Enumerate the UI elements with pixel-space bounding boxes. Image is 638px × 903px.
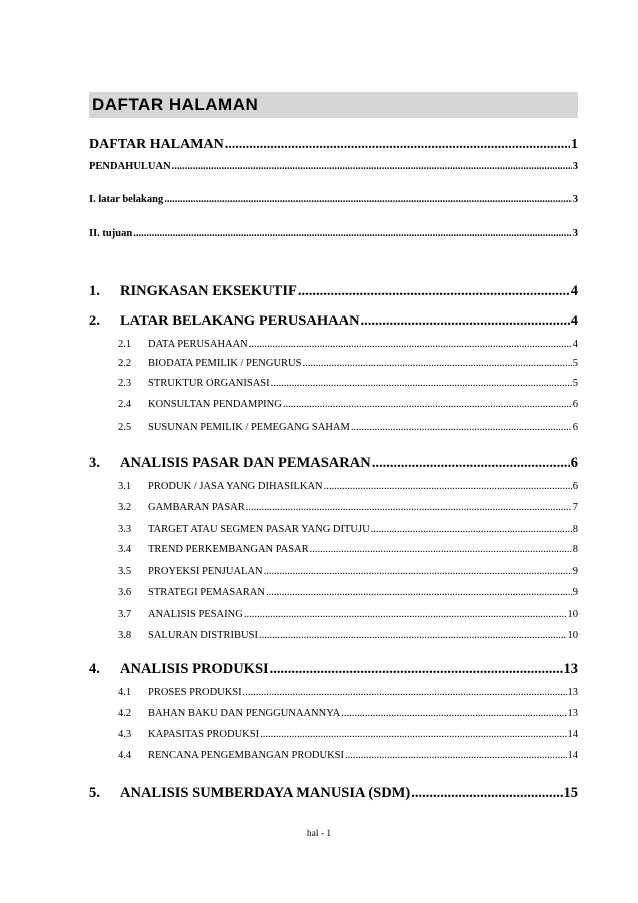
toc-subentry[interactable] bbox=[118, 687, 578, 698]
toc-subentry-number: 3.1 bbox=[118, 481, 132, 492]
dot-leader bbox=[372, 455, 570, 472]
toc-subentry-label: RENCANA PENGEMBANGAN PRODUKSI bbox=[148, 750, 345, 761]
toc-section-page: 4 bbox=[570, 283, 578, 299]
dot-leader bbox=[133, 228, 572, 239]
toc-section-page: 15 bbox=[563, 785, 578, 801]
dot-leader bbox=[266, 587, 572, 598]
toc-section-number: 5. bbox=[89, 785, 100, 801]
toc-subentry-label: KAPASITAS PRODUKSI bbox=[148, 729, 260, 740]
toc-section-label: ANALISIS PASAR DAN PEMASARAN bbox=[120, 455, 371, 471]
dot-leader bbox=[271, 378, 572, 389]
toc-subentry-label: SUSUNAN PEMILIK / PEMEGANG SAHAM bbox=[148, 422, 350, 433]
toc-section[interactable] bbox=[89, 313, 578, 330]
toc-subentry-page: 14 bbox=[567, 750, 578, 761]
toc-subentry-label: DATA PERUSAHAAN bbox=[148, 339, 248, 350]
toc-section-label: ANALISIS PRODUKSI bbox=[120, 661, 269, 677]
toc-entry[interactable] bbox=[89, 228, 578, 239]
toc-subentry-label: GAMBARAN PASAR bbox=[148, 502, 245, 513]
toc-subentry-label: TREND PERKEMBANGAN PASAR bbox=[148, 544, 309, 555]
toc-subentry-label: BAHAN BAKU DAN PENGGUNAANNYA bbox=[148, 708, 341, 719]
toc-subentry-number: 3.6 bbox=[118, 587, 132, 598]
dot-leader bbox=[310, 544, 572, 555]
toc-section-label: RINGKASAN EKSEKUTIF bbox=[120, 283, 297, 299]
toc-subentry[interactable] bbox=[118, 422, 578, 433]
toc-section[interactable] bbox=[89, 455, 578, 472]
toc-entry-label: DAFTAR HALAMAN bbox=[89, 137, 224, 152]
dot-leader bbox=[324, 481, 572, 492]
dot-leader bbox=[270, 661, 563, 678]
toc-entry[interactable] bbox=[89, 137, 578, 153]
dot-leader bbox=[371, 524, 572, 535]
toc-subentry[interactable] bbox=[118, 339, 578, 350]
toc-subentry[interactable] bbox=[118, 630, 578, 641]
toc-subentry[interactable] bbox=[118, 750, 578, 761]
toc-subentry-page: 5 bbox=[572, 358, 578, 369]
toc-entry-label: PENDAHULUAN bbox=[89, 161, 171, 172]
dot-leader bbox=[411, 785, 562, 802]
toc-section-page: 4 bbox=[570, 313, 578, 329]
toc-subentry-page: 8 bbox=[572, 544, 578, 555]
dot-leader bbox=[259, 630, 567, 641]
toc-subentry-number: 2.5 bbox=[118, 422, 132, 433]
toc-section[interactable] bbox=[89, 283, 578, 300]
toc-subentry[interactable] bbox=[118, 358, 578, 369]
toc-subentry-number: 2.4 bbox=[118, 399, 132, 410]
toc-subentry-page: 14 bbox=[567, 729, 578, 740]
toc-subentry-page: 8 bbox=[572, 524, 578, 535]
dot-leader bbox=[283, 399, 572, 410]
dot-leader bbox=[264, 566, 572, 577]
toc-subentry-label: KONSULTAN PENDAMPING bbox=[148, 399, 282, 410]
dot-leader bbox=[172, 161, 572, 172]
dot-leader bbox=[249, 339, 572, 350]
toc-subentry-label: TARGET ATAU SEGMEN PASAR YANG DITUJU bbox=[148, 524, 370, 535]
toc-subentry-number: 2.1 bbox=[118, 339, 132, 350]
toc-subentry-number: 2.3 bbox=[118, 378, 132, 389]
toc-section-number: 2. bbox=[89, 313, 100, 329]
page-footer bbox=[0, 829, 638, 839]
toc-subentry-page: 4 bbox=[572, 339, 578, 350]
dot-leader bbox=[164, 194, 572, 205]
toc-subentry-page: 13 bbox=[567, 687, 578, 698]
toc-subentry-page: 9 bbox=[572, 587, 578, 598]
toc-subentry-page: 13 bbox=[567, 708, 578, 719]
toc-subentry-number: 3.5 bbox=[118, 566, 132, 577]
toc-subentry-page: 6 bbox=[572, 399, 578, 410]
toc-section-number: 1. bbox=[89, 283, 100, 299]
toc-subentry-number: 4.2 bbox=[118, 708, 132, 719]
toc-heading-bar bbox=[89, 92, 578, 118]
toc-subentry[interactable] bbox=[118, 481, 578, 492]
toc-subentry[interactable] bbox=[118, 708, 578, 719]
toc-entry-page: 1 bbox=[571, 137, 578, 152]
dot-leader bbox=[243, 687, 567, 698]
toc-subentry-label: BIODATA PEMILIK / PENGURUS bbox=[148, 358, 302, 369]
toc-section-label: ANALISIS SUMBERDAYA MANUSIA (SDM) bbox=[120, 785, 411, 801]
toc-entry-label: I. latar belakang bbox=[89, 194, 164, 205]
toc-subentry-page: 6 bbox=[572, 481, 578, 492]
toc-entry-page: 3 bbox=[572, 228, 578, 239]
toc-subentry[interactable] bbox=[118, 566, 578, 577]
toc-subentry-number: 3.4 bbox=[118, 544, 132, 555]
toc-entry[interactable] bbox=[89, 194, 578, 205]
toc-section-number: 4. bbox=[89, 661, 100, 677]
toc-subentry-page: 5 bbox=[572, 378, 578, 389]
toc-subentry-label: PROYEKSI PENJUALAN bbox=[148, 566, 263, 577]
toc-subentry-label: STRUKTUR ORGANISASI bbox=[148, 378, 270, 389]
toc-subentry-label: STRATEGI PEMASARAN bbox=[148, 587, 265, 598]
toc-subentry-label: PRODUK / JASA YANG DIHASILKAN bbox=[148, 481, 323, 492]
toc-section-number: 3. bbox=[89, 455, 100, 471]
toc-subentry-page: 7 bbox=[572, 502, 578, 513]
dot-leader bbox=[246, 502, 572, 513]
toc-heading: DAFTAR HALAMAN bbox=[92, 95, 259, 114]
dot-leader bbox=[341, 708, 566, 719]
toc-subentry[interactable] bbox=[118, 378, 578, 389]
toc-subentry[interactable] bbox=[118, 544, 578, 555]
toc-subentry-number: 2.2 bbox=[118, 358, 132, 369]
toc-section[interactable] bbox=[89, 661, 578, 678]
toc-entry-label: II. tujuan bbox=[89, 228, 133, 239]
toc-section[interactable] bbox=[89, 785, 578, 802]
toc-subentry[interactable] bbox=[118, 502, 578, 513]
toc-section-label: LATAR BELAKANG PERUSAHAAN bbox=[120, 313, 360, 329]
toc-entry-page: 3 bbox=[572, 161, 578, 172]
dot-leader bbox=[302, 358, 571, 369]
toc-subentry-number: 4.3 bbox=[118, 729, 132, 740]
dot-leader bbox=[244, 609, 567, 620]
toc-subentry-number: 3.7 bbox=[118, 609, 132, 620]
toc-subentry-label: SALURAN DISTRIBUSI bbox=[148, 630, 258, 641]
toc-subentry-page: 10 bbox=[567, 609, 578, 620]
toc-entry-page: 3 bbox=[572, 194, 578, 205]
toc-entry[interactable] bbox=[89, 161, 578, 172]
toc-subentry-page: 9 bbox=[572, 566, 578, 577]
toc-subentry-label: PROSES PRODUKSI bbox=[148, 687, 242, 698]
toc-subentry-number: 3.3 bbox=[118, 524, 132, 535]
toc-subentry-page: 6 bbox=[572, 422, 578, 433]
toc-section-page: 6 bbox=[570, 455, 578, 471]
dot-leader bbox=[345, 750, 566, 761]
toc-subentry-page: 10 bbox=[567, 630, 578, 641]
toc-subentry[interactable] bbox=[118, 609, 578, 620]
dot-leader bbox=[361, 313, 570, 330]
toc-subentry[interactable] bbox=[118, 587, 578, 598]
toc-subentry-number: 3.8 bbox=[118, 630, 132, 641]
page-number: hal - 1 bbox=[306, 829, 332, 839]
dot-leader bbox=[225, 137, 570, 153]
toc-subentry[interactable] bbox=[118, 399, 578, 410]
toc-subentry[interactable] bbox=[118, 524, 578, 535]
dot-leader bbox=[351, 422, 572, 433]
toc-section-page: 13 bbox=[563, 661, 578, 677]
toc-subentry-number: 3.2 bbox=[118, 502, 132, 513]
toc-subentry-number: 4.4 bbox=[118, 750, 132, 761]
dot-leader bbox=[298, 283, 570, 300]
dot-leader bbox=[260, 729, 566, 740]
toc-subentry-number: 4.1 bbox=[118, 687, 132, 698]
toc-subentry-label: ANALISIS PESAING bbox=[148, 609, 243, 620]
toc-subentry[interactable] bbox=[118, 729, 578, 740]
